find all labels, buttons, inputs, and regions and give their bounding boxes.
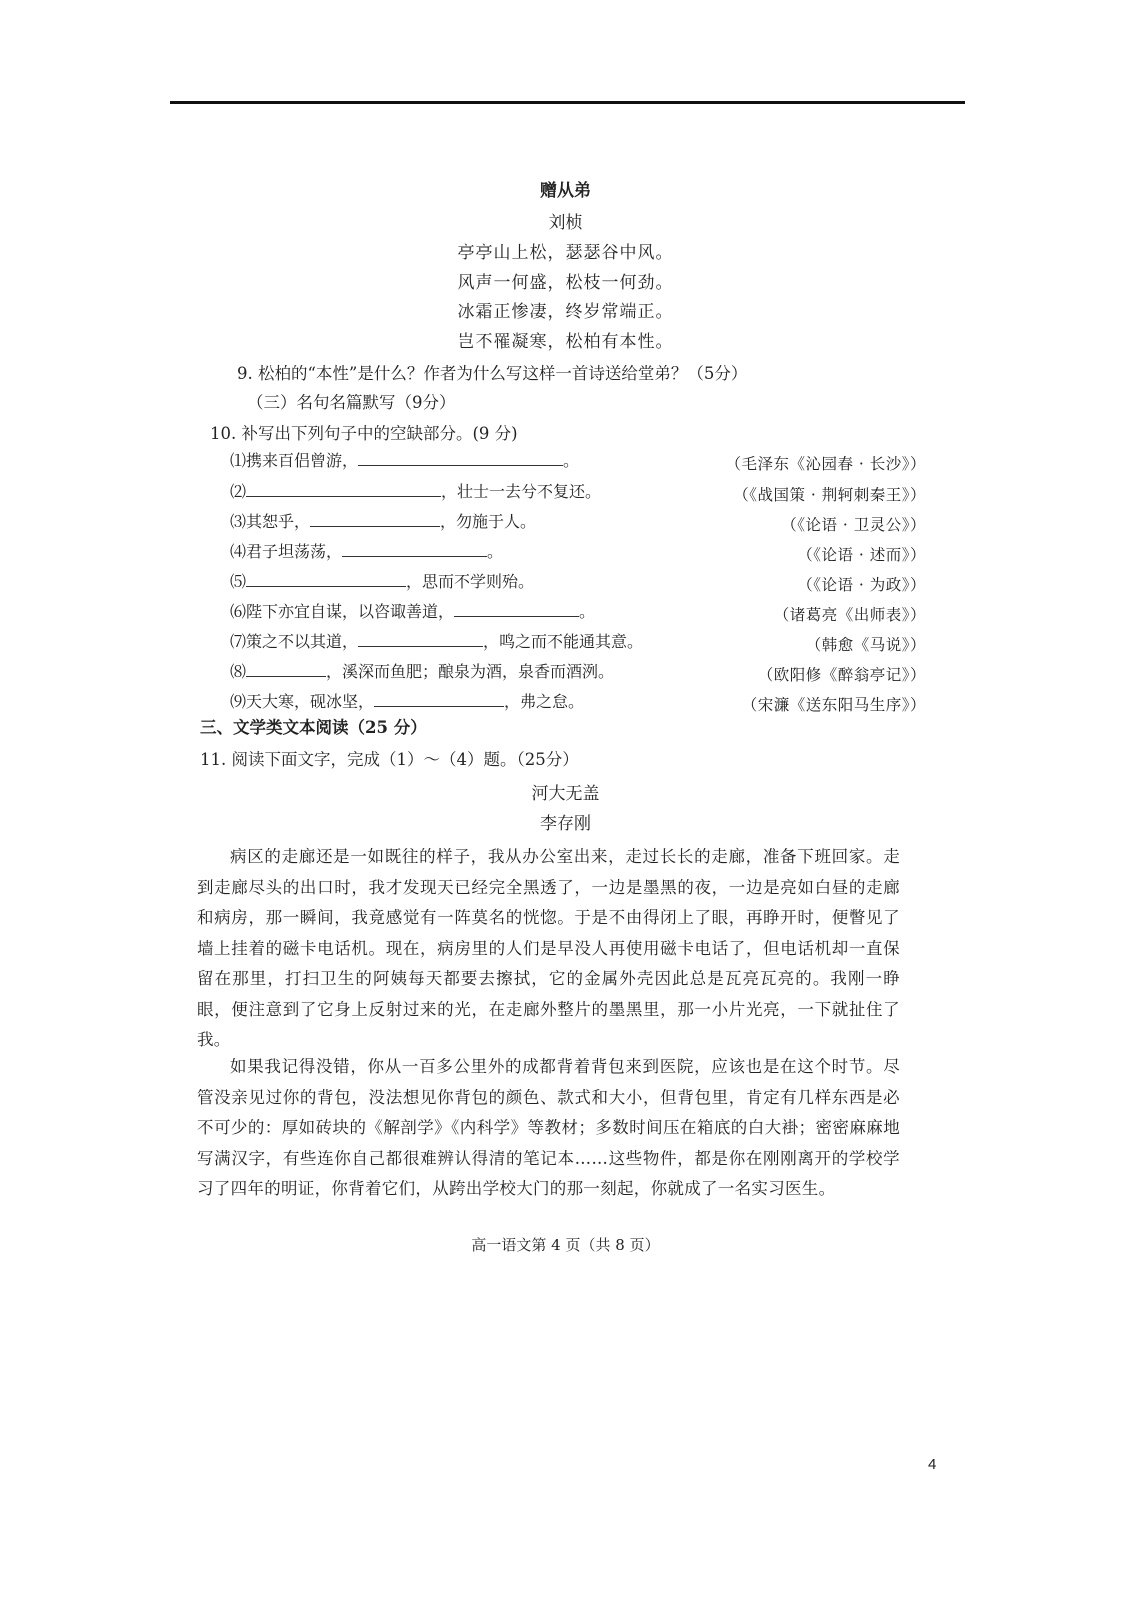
poem-title: 赠从弟	[540, 181, 591, 201]
fill-item-5	[230, 569, 534, 592]
question-9: 9. 松柏的“本性”是什么？作者为什么写这样一首诗送给堂弟？（5分）	[237, 364, 748, 383]
fill-item-text: ，思而不学则殆。	[406, 572, 535, 591]
poem-line: 岂不罹凝寒，松柏有本性。	[457, 332, 674, 352]
fill-item-9	[230, 689, 584, 712]
fill-item-text: ⑶其恕乎，	[230, 512, 311, 531]
fill-item-text: ⑵	[230, 482, 247, 501]
fill-item-text: ，鸣之而不能通其意。	[483, 632, 644, 651]
answer-blank[interactable]	[342, 542, 487, 557]
source-citation: （韩愈《马说》）	[805, 636, 926, 654]
page-footer: 高一语文第 4 页（共 8 页）	[471, 1236, 660, 1254]
page-number: 4	[928, 1456, 937, 1473]
source-citation: （《论语 · 述而》）	[797, 546, 926, 564]
fill-item-text: 。	[487, 542, 504, 561]
fill-item-text: 。	[579, 602, 596, 621]
fill-item-text: ⑹陛下亦宜自谋，以咨诹善道，	[230, 602, 455, 621]
fill-item-3	[230, 509, 536, 532]
poem-line: 风声一何盛，松枝一何劲。	[457, 273, 674, 293]
fill-item-4	[230, 539, 503, 562]
answer-blank[interactable]	[246, 572, 406, 587]
story-paragraph: 如果我记得没错，你从一百多公里外的成都背着背包来到医院，应该也是在这个时节。尽管没亲见过你的背包，没法想见你背包的颜色、款式和大小，但背包里，肯定有几样东西是必不可少的：厚如砖块的《解剖学》《内科学》等教材；多数时间压在箱底的白大褂；密密麻麻地写满汉字，有些连你自己都很难辨认得清的笔记本……这些物件，都是你在刚刚离开的学校学习了四年的明证，你背着它们，从跨出学校大门的那一刻起，你就成了一名实习医生。	[197, 1057, 900, 1198]
source-citation: （宋濂《送东阳马生序》）	[741, 696, 926, 714]
fill-item-text: 。	[563, 451, 580, 470]
source-citation: （诸葛亮《出师表》）	[773, 606, 926, 624]
answer-blank[interactable]	[374, 692, 504, 707]
fill-item-8	[230, 659, 614, 682]
question-11: 11. 阅读下面文字，完成（1）～（4）题。（25分）	[200, 750, 579, 769]
section-heading-recitation: （三）名句名篇默写（9分）	[247, 393, 456, 412]
fill-item-text: ，勿施于人。	[440, 512, 537, 531]
story-paragraph: 病区的走廊还是一如既往的样子，我从办公室出来，走过长长的走廊，准备下班回家。走到走廊尽头的出口时，我才发现天已经完全黑透了，一边是墨黑的夜，一边是亮如白昼的走廊和病房，那一瞬间，我竟感觉有一阵莫名的恍惚。于是不由得闭上了眼，再睁开时，便瞥见了墙上挂着的磁卡电话机。现在，病房里的人们是早没人再使用磁卡电话了，但电话机却一直保留在那里，打扫卫生的阿姨每天都要去擦拭，它的金属外壳因此总是瓦亮瓦亮的。我刚一睁眼，便注意到了它身上反射过来的光，在走廊外整片的墨黑里，那一小片光亮，一下就扯住了我。	[197, 847, 900, 1049]
source-citation: （《论语 · 为政》）	[797, 576, 926, 594]
answer-blank[interactable]	[454, 602, 579, 617]
fill-item-1	[230, 448, 579, 471]
answer-blank[interactable]	[310, 512, 440, 527]
answer-blank[interactable]	[246, 662, 326, 677]
fill-item-text: ⑼天大寒，砚冰坚，	[230, 692, 375, 711]
story-title: 河大无盖	[531, 784, 600, 804]
fill-item-7	[230, 629, 643, 652]
fill-item-text: ⑴携来百侣曾游，	[230, 451, 359, 470]
answer-blank[interactable]	[246, 482, 441, 497]
fill-item-text: ⑻	[230, 662, 247, 681]
fill-item-2	[230, 479, 601, 502]
fill-item-text: ，壮士一去兮不复还。	[441, 482, 602, 501]
fill-item-text: ，溪深而鱼肥；酿泉为酒，泉香而酒洌。	[326, 662, 615, 681]
fill-item-text: ⑺策之不以其道，	[230, 632, 359, 651]
question-10: 10. 补写出下列句子中的空缺部分。(9 分)	[210, 424, 518, 443]
answer-blank[interactable]	[358, 451, 563, 466]
poem-line: 冰霜正惨凄，终岁常端正。	[457, 302, 674, 322]
source-citation: （毛泽东《沁园春 · 长沙》）	[725, 455, 926, 473]
fill-item-text: ，弗之怠。	[504, 692, 585, 711]
fill-item-text: ⑷君子坦荡荡，	[230, 542, 343, 561]
poem-author: 刘桢	[548, 213, 583, 233]
part-3-heading: 三、文学类文本阅读（25 分）	[200, 718, 427, 737]
fill-item-6	[230, 599, 595, 622]
header-rule	[170, 101, 965, 104]
source-citation: （《战国策 · 荆轲刺秦王》）	[733, 486, 926, 504]
source-citation: （《论语 · 卫灵公》）	[781, 516, 926, 534]
answer-blank[interactable]	[358, 632, 483, 647]
poem-line: 亭亭山上松，瑟瑟谷中风。	[457, 243, 674, 263]
source-citation: （欧阳修《醉翁亭记》）	[757, 666, 926, 684]
story-author: 李存刚	[540, 814, 591, 834]
fill-item-text: ⑸	[230, 572, 247, 591]
